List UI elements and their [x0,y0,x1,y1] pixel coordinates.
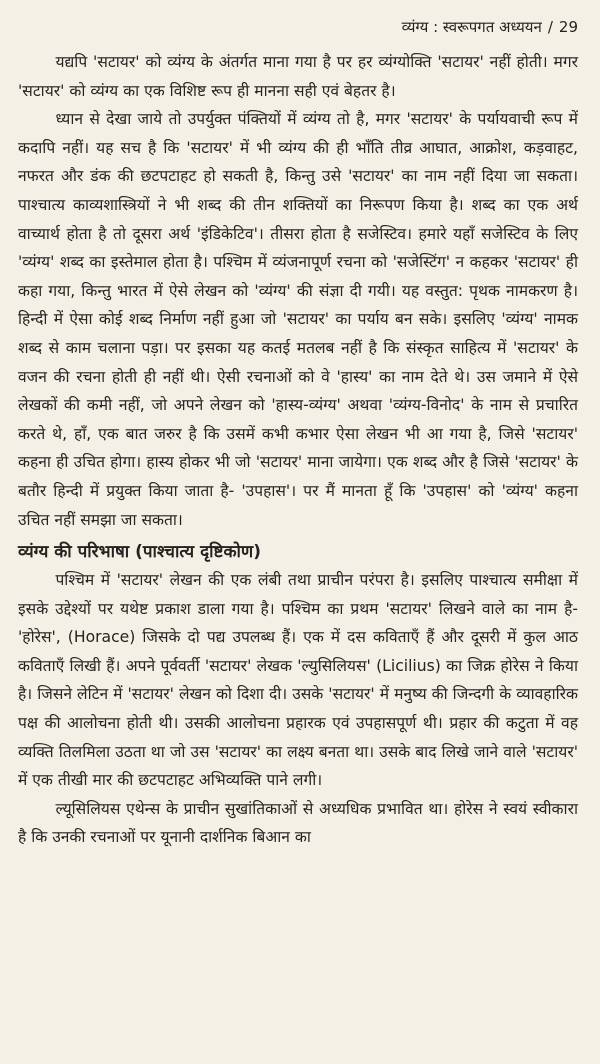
chapter-title: व्यंग्य : स्वरूपगत अध्ययन [401,18,542,36]
section-heading: व्यंग्य की परिभाषा (पाश्चात्य दृष्टिकोण) [18,542,261,563]
paragraph: यद्यपि 'सटायर' को व्यंग्य के अंतर्गत माना गया है पर हर व्यंग्योक्ति 'सटायर' नहीं होती। मगर 'सटायर' को व्यंग्य का एक विशिष्ट रूप ही मानना सही एवं बेहतर है। [18,53,578,100]
paragraph: ध्यान से देखा जाये तो उपर्युक्त पंक्तियों में व्यंग्य तो है, मगर 'सटायर' के पर्यायवाची रूप में कदापि नहीं। यह सच है कि 'सटायर' में भी व्यंग्य की ही भाँति तीव्र आघात, आक्रोश, कड़वाहट, नफरत और डंक की छटपटाहट हो सकती है, किन्तु उसे 'सटायर' का नाम नहीं दिया जा सकता। पाश्चात्य काव्यशास्त्रियों ने भी शब्द की तीन शक्तियों का निरूपण किया है। शब्द का एक अर्थ वाच्यार्थ होता है तो दूसरा अर्थ 'इंडिकेटिव'। तीसरा होता है सजेस्टिव। हमारे यहाँ सजेस्टिव के लिए 'व्यंग्य' शब्द का इस्तेमाल होता है। पश्चिम में व्यंजनापूर्ण रचना को 'सजेस्टिंग' न कहकर 'सटायर' ही कहा गया, किन्तु भारत में ऐसे लेखन को 'व्यंग्य' की संज्ञा दी गयी। यह वस्तुत: पृथक नामकरण है। हिन्दी में ऐसा कोई शब्द निर्माण नहीं हुआ जो 'सटायर' का पर्याय बन सके। इसलिए 'व्यंग्य' नामक शब्द से काम चलाना पड़ा। पर इसका यह कतई मतलब नहीं है कि संस्कृत साहित्य में 'सटायर' के वजन की रचना होती ही नहीं थी। ऐसी रचनाओं को वे 'हास्य' का नाम देते थे। उस जमाने में ऐसे लेखकों की कमी नहीं, जो अपने लेखन को 'हास्य-व्यंग्य' अथवा 'व्यंग्य-विनोद' के नाम से प्रचारित करते थे, हाँ, एक बात जरुर है कि उसमें कभी कभार ऐसा लेखन भी आ गया है, जिसे 'सटायर' कहना ही उचित होगा। हास्य होकर भी जो 'सटायर' माना जायेगा। एक शब्द और है जिसे 'सटायर' के बतौर हिन्दी में प्रयुक्त किया जाता है- 'उपहास'। पर मैं मानता हूँ कि 'उपहास' को 'व्यंग्य' कहना उचित नहीं समझा जा सकता। [18,110,578,529]
page-number: 29 [558,18,578,36]
header-separator: / [547,18,553,36]
paragraph: ल्यूसिलियस एथेन्स के प्राचीन सुखांतिकाओं से अध्यधिक प्रभावित था। होरेस ने स्वयं स्वीकारा है कि उनकी रचनाओं पर यूनानी दार्शनिक बिआन का [18,799,578,847]
paragraph: पश्चिम में 'सटायर' लेखन की एक लंबी तथा प्राचीन परंपरा है। इसलिए पाश्चात्य समीक्षा में इसके उद्देश्यों पर यथेष्ट प्रकाश डाला गया है। पश्चिम का प्रथम 'सटायर' लिखने वाले का नाम है- 'होरेस', (Horace) जिसके दो पद्य उपलब्ध हैं। एक में दस कविताएँ हैं और दूसरी में कुल आठ कविताएँ लिखी हैं। अपने पूर्ववर्ती 'सटायर' लेखक 'ल्युसिलियस' (Licilius) का जिक्र होरेस ने किया है। जिसने लेटिन में 'सटायर' लेखन को दिशा दी। उसके 'सटायर' में मनुष्य की जिन्दगी के व्यावहारिक पक्ष की आलोचना होती थी। उसकी आलोचना प्रहारक एवं उपहासपूर्ण थी। प्रहार की कटुता में वह व्यक्ति तिलमिला उठता था जो उस 'सटायर' का लक्ष्य बनता था। उसके बाद लिखे जाने वाले 'सटायर' में एक तीखी मार की छटपटाहट अभिव्यक्ति पाने लगी। [18,571,578,790]
running-head [18,12,578,42]
